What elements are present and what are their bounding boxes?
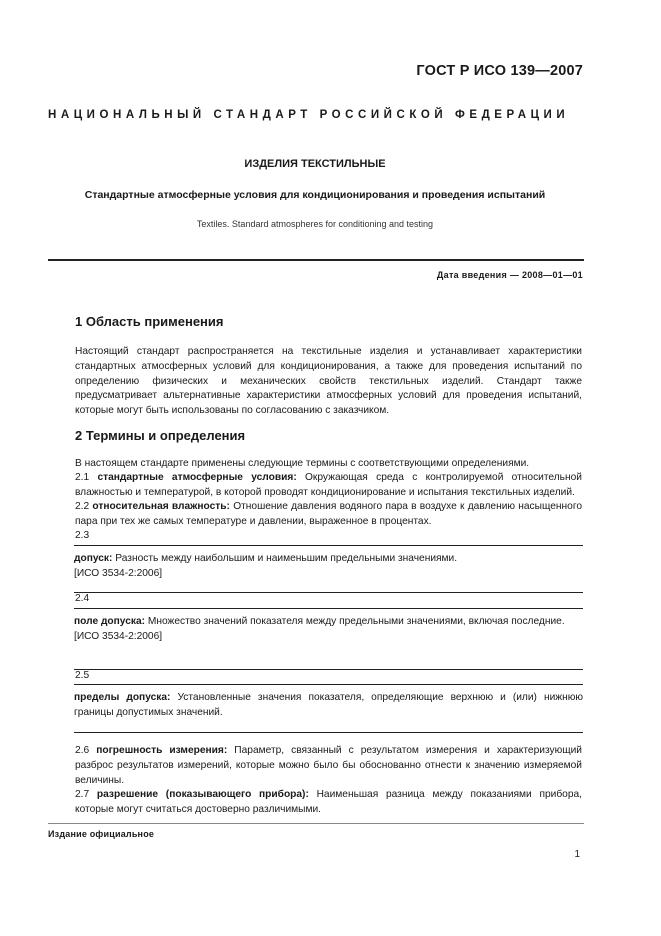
term-definition: Параметр, связанный с результатом измерения и характеризующий разброс результатов измерений, которые можно было бы обоснованно отнести к значению измеряемой величины. [75,745,583,786]
term-definition: Разность между наибольшим и наименьшим предельными значениями. [115,553,458,564]
term-2-1 [75,471,582,501]
term-2-5-box [74,684,583,733]
term-name: относительная влажность: [92,501,230,512]
introduction-date: Дата введения — 2008—01—01 [436,270,583,280]
term-number: 2.2 [75,501,90,512]
term-2-7 [75,788,582,818]
term-2-6 [75,744,582,788]
document-subtitle: Стандартные атмосферные условия для кондиционирования и проведения испытаний [84,189,546,201]
term-2-4-box [74,608,583,670]
term-2-3 [74,552,583,567]
national-standard-banner: НАЦИОНАЛЬНЫЙ СТАНДАРТ РОССИЙСКОЙ ФЕДЕРАЦИИ [48,109,570,121]
term-definition: Отношение давления водяного пара в воздухе к давлению насыщенного пара при тех же самых температуре и давлении, выраженное в процентах. [75,501,582,527]
term-definition: Наименьшая разница между показаниями прибора, которые могут считаться достоверно различимыми. [75,789,582,815]
term-definition: Окружающая среда с контролируемой относительной влажностью и температурой, в которой проводят кондиционирование и испытания текстильных изделий. [75,472,582,498]
term-2-3-box [74,545,583,593]
section-1-paragraph: Настоящий стандарт распространяется на текстильные изделия и устанавливает характеристики стандартных атмосферных условий для кондиционирования, а также для проведения испытаний по определению физических и механических свойств текстильных изделий. Стандарт также предусматривает альтернативные характеристики атмосферных условий для проведения испытаний, которые могут быть использованы по согласованию с заказчиком. [75,346,582,417]
term-reference: [ИСО 3534-2:2006] [74,630,163,642]
term-name: разрешение (показывающего прибора): [96,789,309,800]
document-code: ГОСТ Р ИСО 139—2007 [416,63,583,79]
term-2-4-number: 2.4 [75,593,90,604]
term-name: допуск: [74,553,113,564]
term-number: 2.7 [75,789,90,800]
term-name: стандартные атмосферные условия: [97,472,297,483]
term-2-4 [74,615,583,630]
term-number: 2.6 [75,745,90,756]
header-divider [48,259,584,261]
term-2-3-number: 2.3 [75,530,90,541]
official-edition-label: Издание официальное [48,829,155,839]
term-name: пределы допуска: [74,692,171,703]
section-1-text [75,345,582,419]
section-1-heading: 1 Область применения [75,314,224,329]
term-reference: [ИСО 3534-2:2006] [74,567,163,579]
footer-divider [48,823,584,824]
section-2-intro: В настоящем стандарте применены следующие термины с соответствующими определениями. [75,458,530,469]
page-number: 1 [574,849,580,860]
term-2-5-number: 2.5 [75,670,90,681]
section-2-heading: 2 Термины и определения [75,428,246,443]
term-definition: Установленные значения показателя, определяющие верхнюю и (или) нижнюю границы допустимых значений. [74,692,583,718]
term-2-5 [74,691,583,721]
term-name: поле допуска: [74,616,146,627]
term-2-2 [75,500,582,530]
english-title: Textiles. Standard atmospheres for conditioning and testing [196,219,434,229]
document-title: ИЗДЕЛИЯ ТЕКСТИЛЬНЫЕ [244,158,386,170]
term-definition: Множество значений показателя между предельными значениями, включая последние. [147,616,565,627]
term-number: 2.1 [75,472,90,483]
term-name: погрешность измерения: [96,745,228,756]
